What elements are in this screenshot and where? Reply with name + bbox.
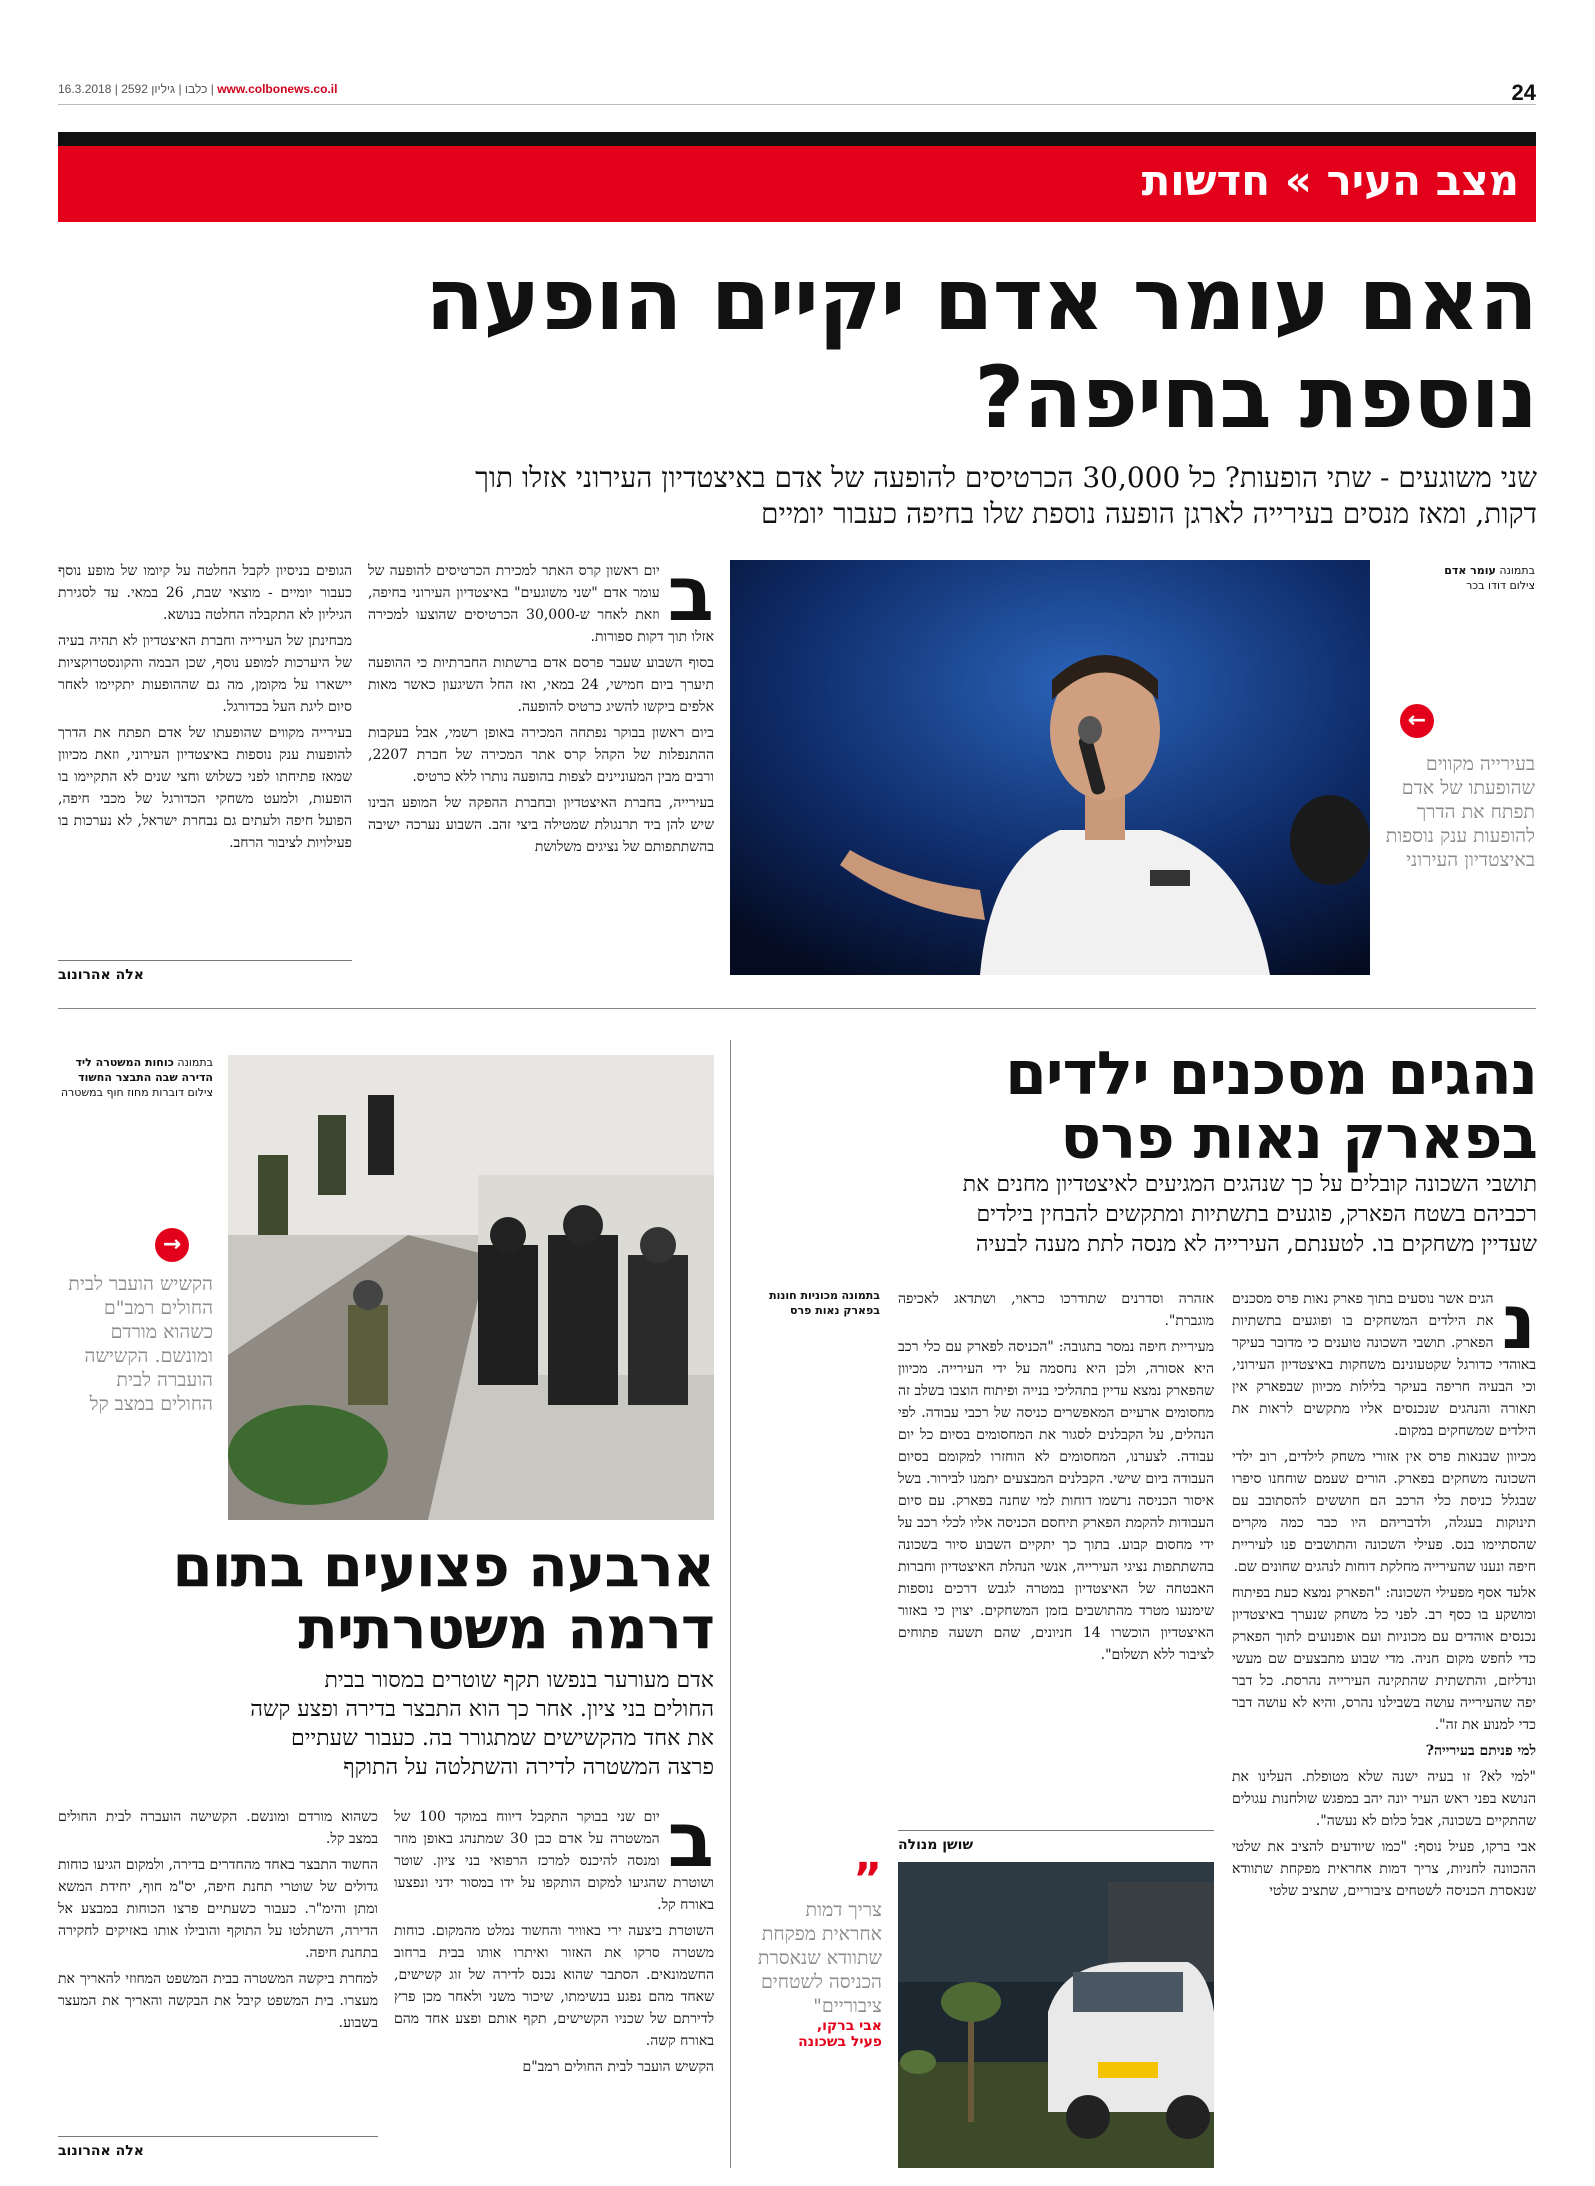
- article3-column-2: כשהוא מורדם ומונשם. הקשישה הועברה לבית החולים במצב קל. החשוד התבצר באחד מהחדרים בדירה, ולמקום הגיעו כוחות גדולים של שוטרי תחנת חיפה, יס"מ חוף, יחידת המשא ומתן והימ"ר. כעבור כשעתיים פרצו הכוחות במבצע אל הדירה, השתלטו על התוקף והובילו אותו באזיקים לחקירה בתחנת חיפה. למחרת ביקשה המשטרה בבית המשפט המחוזי להאריך את מעצרו. בית המשפט קיבל את הבקשה והאריך את המעצר בשבוע.: [58, 1809, 378, 2031]
- article1-photo-credit: בתמונה עומר אדם צילום דודו בכר: [1444, 564, 1535, 592]
- article2-byline: שושן מנולה: [898, 1830, 1214, 1853]
- article2-headline-line2: בפארק נאות פרס: [1060, 1103, 1537, 1173]
- article3-photo: [228, 1055, 714, 1520]
- masthead-info: [58, 82, 337, 96]
- page-number: 24: [1511, 80, 1536, 105]
- article1-subhead-line2: דקות, ומאז מנסים בעירייה לארגן הופעה נוספת שלו בחיפה כעבור יומיים: [761, 497, 1537, 530]
- article1-drop-cap: ב: [667, 560, 714, 638]
- site-link[interactable]: www.colbonews.co.il: [217, 82, 338, 96]
- article1-subhead-line1: שני משוגעים - שתי הופעות? כל 30,000 הכרטיסים להופעה של אדם באיצטדיון העירוני אזלו תוך: [475, 461, 1537, 494]
- article3-byline: אלה אהרונוב: [58, 2136, 378, 2159]
- article1-column-1: ב יום ראשון קרס האתר למכירת הכרטיסים להופעה של עומר אדם "שני משוגעים" באיצטדיון העירוני בחיפה, וזאת לאחר ש-30,000 הכרטיסים שהוצעו למכירה אזלו תוך דקות ספורות. בסוף השבוע שעבר פרסם אדם ברשתות החברתיות כי ההופעה תיערך ביום חמישי, 24 במאי, ואז החל השיגעון כאשר מאות אלפים ביקשו להשיג כרטיס להופעה. ביום ראשון בבוקר נפתחה המכירה באופן רשמי, אבל בעקבות ההתנפלות של הקהל קרס אתר המכירה של חברת 2207, ורבים מבין המעוניינים לצפות בהופעה נותרו ללא כרטיס. בעירייה, בחברת האיצטדיון ובחברת ההפקה של המופע הבינו שיש להן ביד תרנגולת שמטילה ביצי זהב. השבוע נערכה ישיבה בהשתתפותם של נציגים משלושת: [368, 560, 714, 855]
- section-title: מצב העיר » חדשות: [1141, 156, 1519, 205]
- police-illustration: [228, 1055, 714, 1520]
- divider-horizontal: [58, 1008, 1536, 1009]
- quote-icon: ”: [853, 1854, 882, 1905]
- parked-car-illustration: [898, 1862, 1214, 2168]
- article3-headline-line2: דרמה משטרתית: [298, 1594, 714, 1662]
- article3-headline-line1: ארבעה פצועים בתום: [172, 1532, 714, 1600]
- section-bar-top: [58, 132, 1536, 146]
- article2-pullquote: ” צריך דמות אחראית מפקחת שתוודא שנאסרת הכניסה לשטחים ציבוריים" אבי ברקו, פעיל בשכונה: [748, 1862, 882, 2050]
- article2-headline-line1: נהגים מסכנים ילדים: [1005, 1039, 1537, 1109]
- article1-headline-line2: נוספת בחיפה?: [974, 348, 1537, 448]
- article1-column-2: הגופים בניסיון לקבל החלטה על קיומו של מופע נוסף כעבור יומיים - מוצאי שבת, 26 במאי. עד לסגירת הגיליון לא התקבלה החלטה בנושא. מבחינתן של העירייה וחברת האיצטדיון לא תהיה בעיה של היערכות למופע נוסף, שכן הבמה והקונסטרוקציות יישארו על מקומן, מה גם שההופעות יתקיימו לאחר סיום ליגת העל בכדורגל. בעירייה מקווים שהופעתו של אדם תפתח את הדרך להופעות ענק נוספות באיצטדיון העירוני, וזאת מכיוון שמאז פתיחתו לפני כשלוש וחצי שנים לא התקיימו בו הופעות, ולמעט משחקי הכדורגל של מכבי חיפה, הפועל חיפה ולעתים גם נבחרת ישראל, לא נערכות בו פעילויות לציבור הרחב.: [58, 563, 352, 851]
- article2-subhead-line2: רכביהם בשטח הפארק, פוגעים בתשתיות ומתקשים להבחין בילדים: [976, 1202, 1537, 1227]
- article3-photo-credit: בתמונה כוחות המשטרה ליד הדירה שבה התבצר החשוד צילום דוברות מחוז חוף במשטרה: [60, 1056, 213, 1099]
- article2-subhead-line1: תושבי השכונה קובלים על כך שנהגים המגיעים לאיצטדיון מחנים את: [962, 1172, 1537, 1197]
- article2-drop-cap: נ: [1501, 1288, 1536, 1366]
- singer-illustration: [730, 560, 1370, 975]
- article3-subhead-line4: פרצה המשטרה לדירה והשתלטה על התוקף: [343, 1755, 714, 1780]
- divider-vertical: [730, 1040, 731, 2168]
- article3-drop-cap: ב: [667, 1806, 714, 1884]
- article1-byline: אלה אהרונוב: [58, 960, 352, 983]
- article3-column-1: ב יום שני בבוקר התקבל דיווח במוקד 100 של המשטרה על אדם כבן 30 שמתנהג באופן מוזר ומנסה להיכנס למרכז הרפואי בני ציון. שוטר ושוטרת שהגיעו למקום הותקפו על ידו במסור ידני ונפצעו באורח קל. השוטרת ביצעה ירי באוויר והחשוד נמלט מהמקום. כוחות משטרה סרקו את האזור ואיתרו אותו בבית ברחוב החשמונאים. הסתבר שהוא נכנס לדירה של זוג קשישים, שאחד מהם נפגע בנשימתו, שיכור משני ולאחר מכן פרץ לדירתם של שכניו הקשישים, תקף אותם ופצע אחד מהם באורח קשה. הקשיש הועבר לבית החולים רמב"ם: [394, 1806, 714, 2075]
- article3-subhead-line2: החולים בני ציון. אחר כך הוא התבצר בדירה ופצע קשה: [250, 1697, 714, 1722]
- article3-subhead-line3: את אחד מהקשישים שמתגורר בה. כעבור שעתיים: [290, 1726, 714, 1751]
- article3-side-caption: הקשיש הועבר לבית החולים רמב"ם כשהוא מורדם ומונשם. הקשישה הועברה לבית החולים במצב קל: [68, 1273, 213, 1415]
- article1-side-caption: בעירייה מקווים שהופעתו של אדם תפתח את הדרך להופעות ענק נוספות באיצטדיון העירוני: [1385, 753, 1535, 871]
- issue-info: | כלבו | גיליון 2592 | 16.3.2018: [58, 82, 214, 96]
- arrow-left-icon: ←: [1400, 704, 1434, 738]
- arrow-right-icon: →: [155, 1228, 189, 1262]
- article2-subhead-line3: שעדיין משחקים בו. לטענתם, העירייה לא מנסה לתת מענה לבעיה: [975, 1232, 1537, 1257]
- article2-column-2: אזהרה וסדרנים שתודרכו כראוי, ושתדאג לאכיפה מוגברת". מעיריית חיפה נמסר בתגובה: "הכניסה לפארק עם כלי רכב היא אסורה, ולכן היא נחסמה על ידי העירייה. מכיוון שהפארק נמצא עדיין בתהליכי בנייה ופיתוח הוצבו בשלב זה מחסומים ארעיים המאפשרים כניסה של רכבי עבודה. לפי הנהלים, על הקבלנים לסגור את המחסומים בסיום כל יום עבודה. לצערנו, המחסומים לא הוחזרו למקומם בסיום העבודה ביום שישי. הקבלנים המבצעים יתמנו לבירור. בשל איסור הכניסה נרשמו דוחות למי שחנה בפארק. עם סיום העבודות להקמת הפארק תיחסם הכניסה אליו לכלי רכב על ידי מחסום קבוע. בתוך כך יתקיים השבוע סיור בשכונה בהשתתפות נציגי העירייה, אנשי הנהלת האיצטדיון וחברות האבטחה של האיצטדיון במטרה לגבש דרכים נוספות שימנעו מטרד מהתושבים בזמן המשחקים. יצוין כי באזור האיצטדיון הוכשרו 14 חניונים, שהם תשעה פתוחים לציבור ללא תשלום".: [898, 1291, 1214, 1663]
- article2-photo: [898, 1862, 1214, 2168]
- article1-headline-line1: האם עומר אדם יקיים הופעה: [425, 250, 1537, 350]
- article2-column-1: נ הגים אשר נוסעים בתוך פארק נאות פרס מסכנים את הילדים המשחקים בו ופוגעים בתשתיות הפארק. תושבי השכונה טוענים כי מדובר בעיקר באוהדי כדורגל שקטעונינם משחקות באיצטדיון העירוני, וכי הבעיה חריפה בעיקר בלילות מכיוון שבפארק אין תאורה והנהגים שנכנסים אליו מתקשים לראות את הילדים שמשחקים במקום. מכיוון שבנאות פרס אין אזורי משחק לילדים, רוב ילדי השכונה משחקים בפארק. הורים שעמם שוחחנו סיפרו שבגלל כניסת כלי הרכב הם חוששים להסתובב עם תינוקות בעגלה, ולדבריהם היו כבר כמה מקרים שהסתיימו בנס. פעילי השכונה והתושבים פנו לעיריית חיפה ונענו שהעירייה מחלקת דוחות לנהגים שחונים שם. אלעד אסף מפעילי השכונה: "הפארק נמצא כעת בפיתוח ומושקע בו כסף רב. לפני כל משחק שנערך באיצטדיון נכנסים אוהדים עם מכוניות ועם אופנועים לתוך הפארק כדי לחפש מקום חניה. מדי שבוע מתבצעים שם מעשי ונדליזם, והתשתית שהתקינה העירייה נהרסת. כל דבר יפה שהעירייה עושה בשבילנו נהרס, והיא לא עושה דבר כדי למנוע את זה". למי פניתם בעירייה? "למי לא? זו בעיה ישנה שלא מטופלת. העלינו את הנושא בפני ראש העיר יונה יהב במפגש שולחנות עגולים שהתקיים בשכונה, אבל כלום לא נעשה". אבי ברקו, פעיל נוסף: "כמו שיודעים להציב את שלטי ההכוונה לחניות, צריך דמות אחראית מפקחת שתוודא שנאסרת הכניסה לשטחים ציבוריים, שתציב שלטי: [1232, 1288, 1536, 1899]
- article2-photo-credit: בתמונה מכוניות חונות בפארק נאות פרס: [769, 1289, 880, 1317]
- article1-photo: [730, 560, 1370, 975]
- article3-subhead-line1: אדם מעורער בנפשו תקף שוטרים במסור בבית: [324, 1668, 714, 1693]
